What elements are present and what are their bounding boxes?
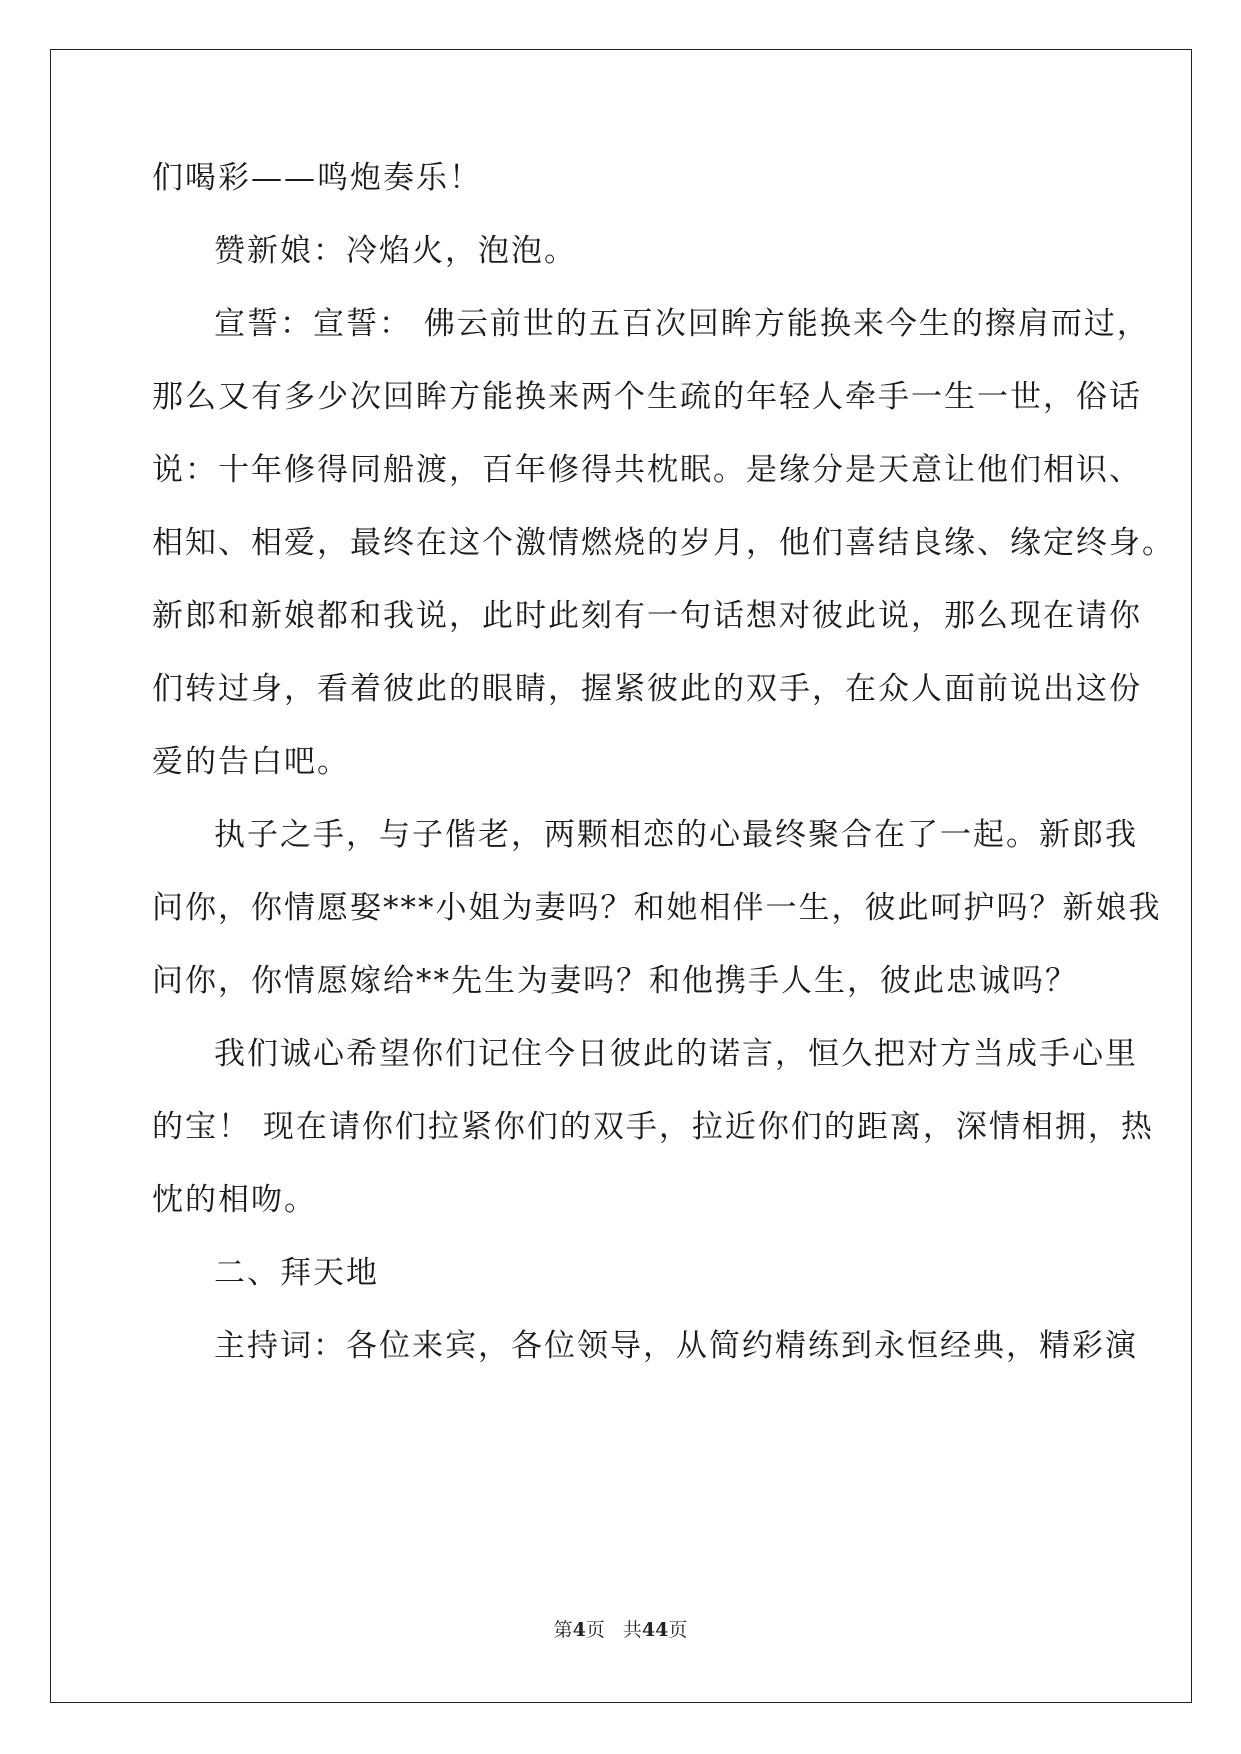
page-suffix: 页 — [585, 1619, 605, 1641]
paragraph-line: 我们诚心希望你们记住今日彼此的诺言，恒久把对方当成手心里 — [214, 1036, 1138, 1072]
paragraph-line: 们转过身，看着彼此的眼睛，握紧彼此的双手，在众人面前说出这份 — [152, 671, 1142, 707]
paragraph-line: 相知、相爱，最终在这个激情燃烧的岁月，他们喜结良缘、缘定终身。 — [152, 525, 1175, 561]
section-heading: 二、拜天地 — [214, 1255, 379, 1291]
paragraph-line: 爱的告白吧。 — [152, 744, 350, 780]
total-suffix: 页 — [668, 1619, 688, 1641]
paragraph-line: 主持词：各位来宾，各位领导，从简约精练到永恒经典，精彩演 — [214, 1328, 1138, 1364]
paragraph-line: 问你，你情愿嫁给**先生为妻吗？和他携手人生，彼此忠诚吗？ — [152, 963, 1078, 999]
paragraph-line: 们喝彩——鸣炮奏乐！ — [152, 160, 482, 196]
paragraph-line: 执子之手，与子偕老，两颗相恋的心最终聚合在了一起。新郎我 — [214, 817, 1138, 853]
paragraph-line: 新郎和新娘都和我说，此时此刻有一句话想对彼此说，那么现在请你 — [152, 598, 1142, 634]
page-footer — [0, 1618, 1241, 1642]
total-pages: 44 — [641, 1619, 669, 1641]
page-prefix: 第 — [553, 1619, 573, 1641]
paragraph-line: 的宝！ 现在请你们拉紧你们的双手，拉近你们的距离，深情相拥，热 — [152, 1109, 1154, 1145]
paragraph-line: 说：十年修得同船渡，百年修得共枕眠。是缘分是天意让他们相识、 — [152, 452, 1142, 488]
paragraph-line: 宣誓：宣誓： 佛云前世的五百次回眸方能换来今生的擦肩而过， — [214, 306, 1150, 342]
total-prefix: 共 — [622, 1619, 642, 1641]
paragraph-line: 赞新娘：冷焰火，泡泡。 — [214, 233, 577, 269]
page-number: 4 — [572, 1619, 586, 1641]
paragraph-line: 忱的相吻。 — [152, 1182, 317, 1218]
paragraph-line: 那么又有多少次回眸方能换来两个生疏的年轻人牵手一生一世，俗话 — [152, 379, 1142, 415]
page-border — [50, 49, 1192, 1703]
paragraph-line: 问你，你情愿娶***小姐为妻吗？和她相伴一生，彼此呵护吗？新娘我 — [152, 890, 1162, 926]
